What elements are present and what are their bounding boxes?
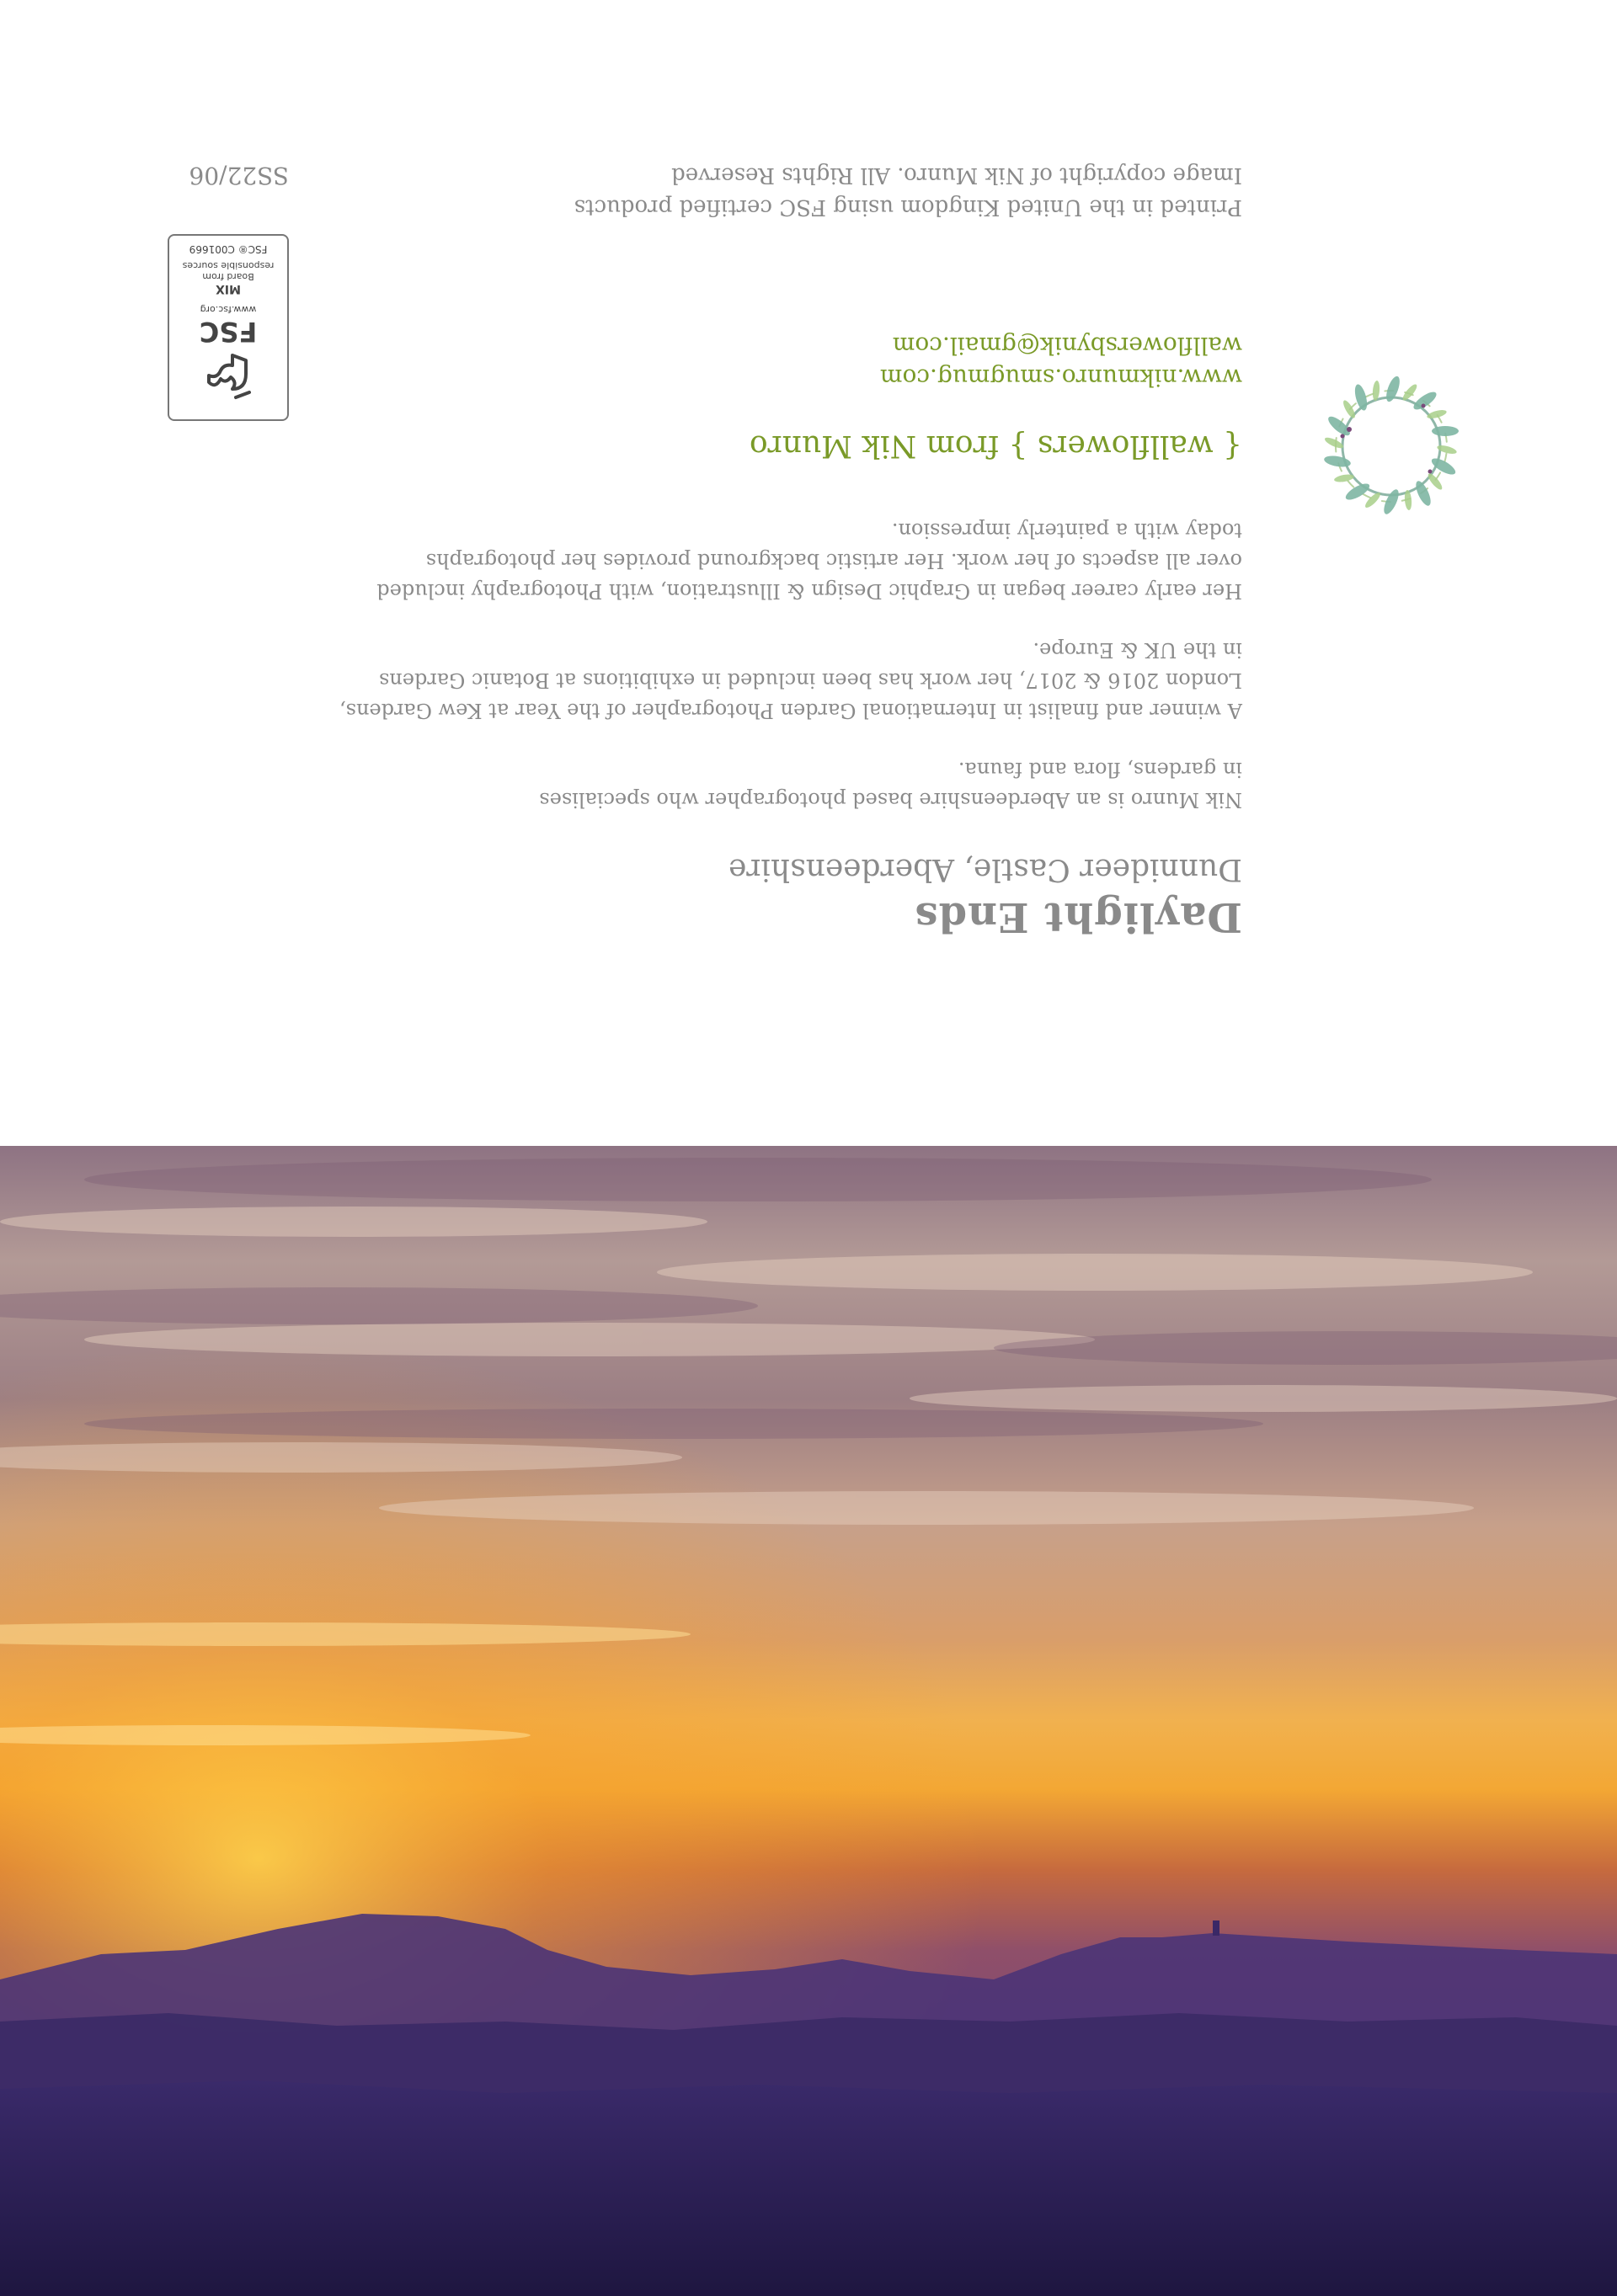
fsc-license-code: FSC® C001669: [189, 243, 268, 255]
contact-details: [316, 329, 1242, 393]
bio-line: Her early career began in Graphic Design & Illustration, with Photography included: [376, 579, 1242, 603]
card-back: [0, 0, 1617, 1145]
castle-silhouette: [1213, 1920, 1219, 1936]
brand-line: { wallflowers } from Nik Munro: [749, 429, 1242, 463]
card-back-rotated-content: [0, 0, 1617, 1145]
product-code: SS22/06: [189, 162, 289, 189]
printing-notice: [316, 159, 1242, 223]
email-link[interactable]: wallflowersbynik@gmail.com: [892, 332, 1242, 360]
fsc-website: www.fsc.org: [200, 304, 257, 315]
card-subtitle: Dunnideer Castle, Aberdeenshire: [728, 852, 1242, 887]
fsc-note-line: Board from: [202, 271, 254, 282]
fsc-certification-label: [168, 234, 289, 421]
card-title: Daylight Ends: [914, 893, 1242, 940]
fsc-tree-icon: [199, 349, 258, 408]
bio-line: Nik Munro is an Aberdeenshire based photographer who specialises: [539, 788, 1242, 812]
bio-line: A winner and finalist in International Garden Photographer of the Year at Kew Gardens,: [339, 699, 1242, 722]
fsc-name: FSC: [199, 316, 258, 348]
photographer-bio: [181, 487, 1242, 815]
leaf-wreath-logo-icon: [1307, 362, 1476, 530]
bio-paragraph: [181, 515, 1242, 606]
bio-line: today with a painterly impression.: [891, 519, 1242, 542]
sunset-landscape-photo: [0, 1146, 1617, 2296]
printed-line: Printed in the United Kingdom using FSC certified products: [574, 194, 1242, 220]
bio-paragraph: [181, 754, 1242, 815]
bio-line: in gardens, flora and fauna.: [958, 758, 1242, 781]
bio-line: over all aspects of her work. Her artistic background provides her photographs: [425, 549, 1242, 573]
fsc-mix-label: MIX: [216, 282, 241, 296]
bio-line: in the UK & Europe.: [1033, 638, 1242, 662]
copyright-line: Image copyright of Nik Munro. All Rights Reserved: [671, 162, 1242, 188]
bio-paragraph: [181, 635, 1242, 726]
website-link[interactable]: www.nikmunro.smugmug.com: [879, 364, 1242, 392]
bio-line: London 2016 & 2017, her work has been included in exhibitions at Botanic Gardens: [379, 669, 1242, 692]
fsc-note-line: responsible sources: [182, 260, 275, 271]
